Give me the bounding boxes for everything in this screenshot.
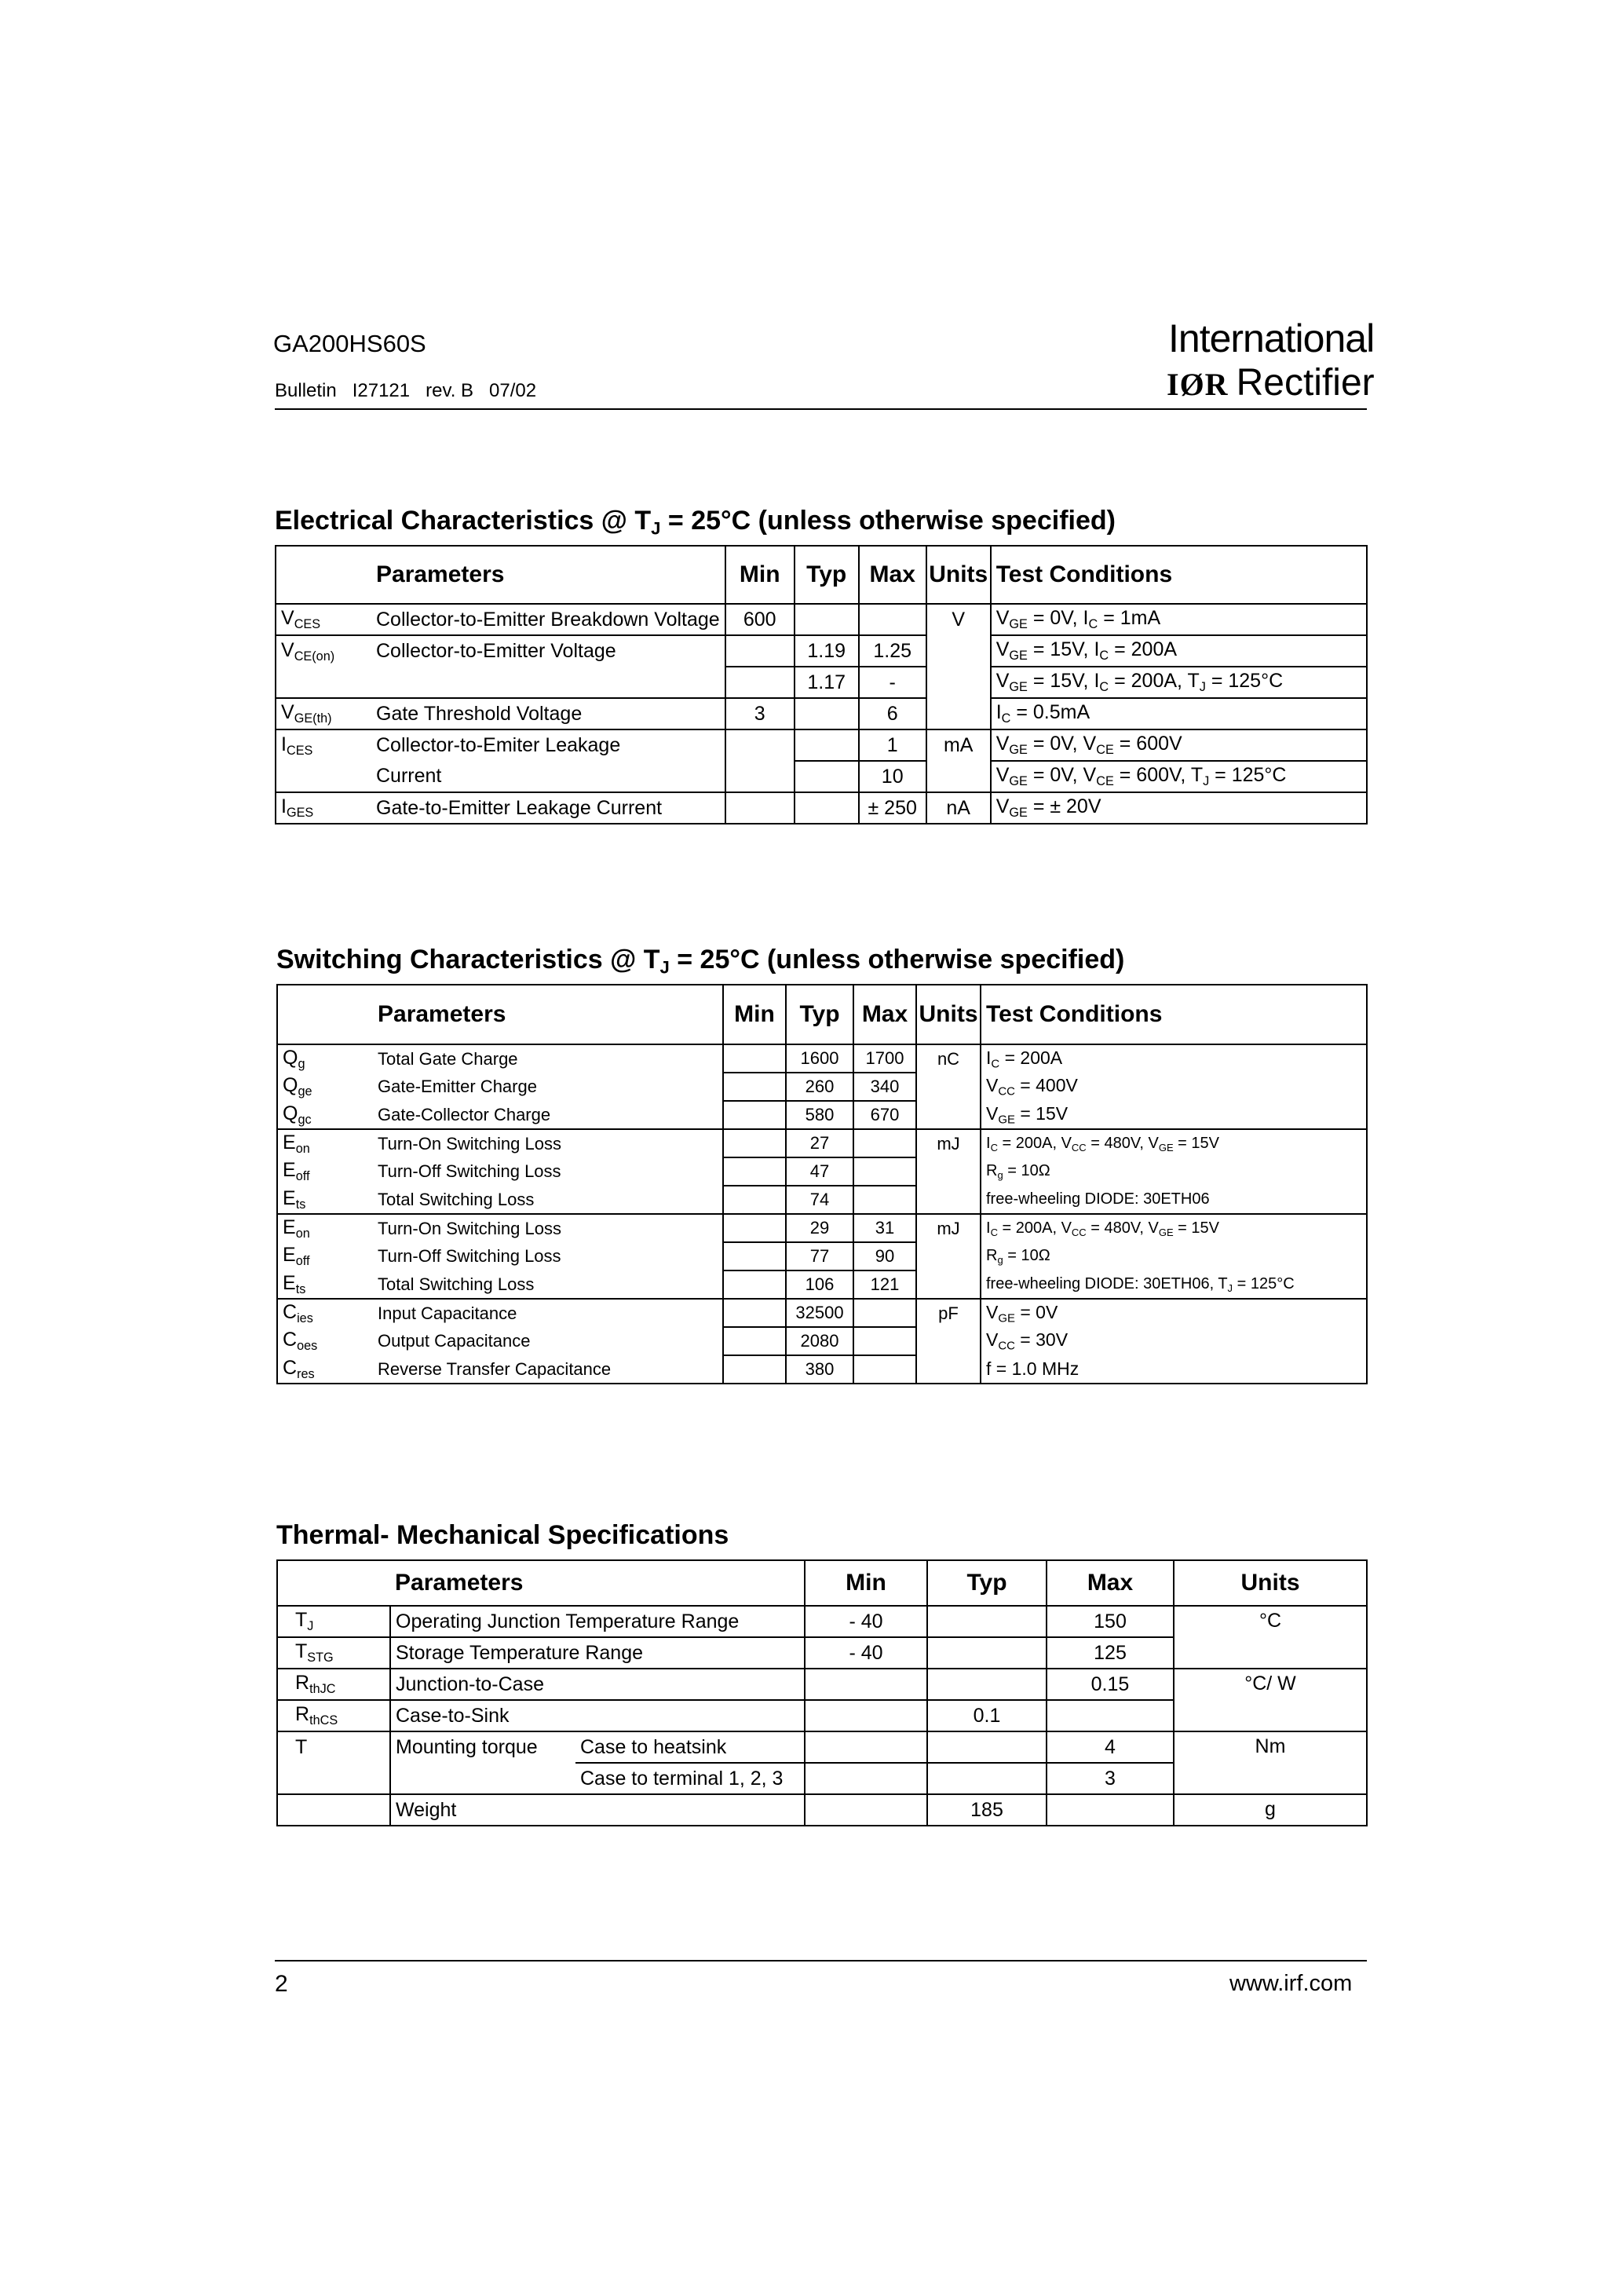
units-value [916,1101,981,1129]
thermal-row [277,1794,1367,1826]
min-value: - 40 [805,1606,927,1637]
param-name: Weight [390,1794,805,1826]
min-value [723,1186,786,1214]
param-symbol: $V_{CE(on)}$ [276,635,371,667]
thermal-row [277,1669,1367,1700]
max-value: - [859,667,926,698]
units-value [916,1073,981,1101]
test-condition: $R_g = 10\Omega$ [981,1157,1367,1186]
min-value [723,1044,786,1073]
units-value: mJ [916,1214,981,1242]
electrical-title [275,506,1116,539]
units-value: °C/ W [1174,1669,1367,1700]
electrical-row [276,635,1367,667]
typ-value: 380 [786,1355,853,1384]
typ-value [927,1669,1047,1700]
typ-value [795,792,859,824]
typ-value [795,604,859,635]
min-value [805,1731,927,1763]
max-value: ± 250 [859,792,926,824]
max-value [853,1157,916,1186]
param-symbol: $I_{CES}$ [276,729,371,761]
switching-row [277,1355,1367,1384]
typ-value [795,729,859,761]
param-symbol: $E_{off}$ [277,1157,373,1186]
max-value: 125 [1047,1637,1174,1669]
units-value [926,761,991,792]
min-value [723,1355,786,1384]
units-value [916,1355,981,1384]
typ-value [795,761,859,792]
max-value: 670 [853,1101,916,1129]
electrical-title-pre: Electrical Characteristics @ T [275,506,652,536]
typ-value [795,698,859,729]
test-condition: $V_{GE}$ = ± 20V [991,792,1367,824]
switching-row [277,1270,1367,1299]
param-symbol: $E_{on}$ [277,1214,373,1242]
param-symbol [277,1794,390,1826]
param-name: Junction-to-Case [390,1669,805,1700]
units-value [1174,1637,1367,1669]
min-value: - 40 [805,1637,927,1669]
thermal-title: Thermal- Mechanical Specifications [276,1520,729,1550]
max-value: 31 [853,1214,916,1242]
units-value [926,667,991,698]
logo-rectifier [1167,361,1375,404]
min-value [723,1073,786,1101]
param-symbol: $I_{GES}$ [276,792,371,824]
typ-value: 47 [786,1157,853,1186]
switching-row [277,1214,1367,1242]
min-value [725,729,795,761]
param-symbol: $E_{ts}$ [277,1186,373,1214]
ior-logo-mark: IØR [1167,367,1229,402]
elec-h-param: Parameters [371,546,725,604]
typ-value: 106 [786,1270,853,1299]
param-symbol: $R_{thCS}$ [277,1700,390,1731]
typ-value [927,1731,1047,1763]
min-value [805,1700,927,1731]
param-symbol: $T_{STG}$ [277,1637,390,1669]
param-subname: Case to heatsink [575,1731,805,1763]
max-value [859,604,926,635]
param-symbol [276,761,371,792]
units-value: nC [916,1044,981,1073]
param-name: Collector-to-Emitter Breakdown Voltage [371,604,725,635]
param-name [390,1763,575,1794]
param-name: Current [371,761,725,792]
min-value [805,1794,927,1826]
param-symbol: $C_{oes}$ [277,1327,373,1355]
typ-value: 0.1 [927,1700,1047,1731]
min-value [725,792,795,824]
param-symbol: $E_{ts}$ [277,1270,373,1299]
th-h-min: Min [805,1560,927,1606]
param-name: Operating Junction Temperature Range [390,1606,805,1637]
electrical-row [276,604,1367,635]
part-number: GA200HS60S [273,330,426,357]
units-value [1174,1700,1367,1731]
test-condition: f = 1.0 MHz [981,1355,1367,1384]
thermal-row [277,1763,1367,1794]
typ-value: 185 [927,1794,1047,1826]
param-symbol: $C_{ies}$ [277,1299,373,1327]
sw-h-max: Max [853,985,916,1044]
switching-title-pre: Switching Characteristics @ T [276,945,660,974]
switching-title-post: = 25°C (unless otherwise specified) [669,945,1125,974]
logo-international: International [1168,316,1375,360]
param-name: Reverse Transfer Capacitance [373,1355,723,1384]
electrical-title-sub: J [651,518,661,539]
footer-url: www.irf.com [1229,1971,1353,1996]
sw-h-param: Parameters [373,985,723,1044]
param-name: Total Gate Charge [373,1044,723,1073]
min-value [805,1763,927,1794]
test-condition: $V_{GE} = 0V$ [981,1299,1367,1327]
param-name: Collector-to-Emiter Leakage [371,729,725,761]
param-symbol: $E_{off}$ [277,1242,373,1270]
typ-value [927,1637,1047,1669]
param-symbol: $Q_{gc}$ [277,1101,373,1129]
typ-value: 580 [786,1101,853,1129]
th-h-param: Parameters [390,1560,805,1606]
electrical-title-post: = 25°C (unless otherwise specified) [660,506,1116,536]
max-value [1047,1794,1174,1826]
max-value [853,1299,916,1327]
page-number: 2 [275,1971,288,1997]
footer-rule [275,1960,1367,1961]
param-symbol [276,667,371,698]
typ-value: 260 [786,1073,853,1101]
max-value: 1 [859,729,926,761]
typ-value: 1.19 [795,635,859,667]
switching-header-row [277,985,1367,1044]
switching-row [277,1129,1367,1157]
switching-row [277,1101,1367,1129]
th-h-typ: Typ [927,1560,1047,1606]
sw-h-typ: Typ [786,985,853,1044]
param-name [371,667,725,698]
param-name: Turn-On Switching Loss [373,1129,723,1157]
param-symbol: $V_{GE(th)}$ [276,698,371,729]
units-value: V [926,604,991,635]
electrical-table [275,545,1368,824]
electrical-header-row [276,546,1367,604]
param-name: Input Capacitance [373,1299,723,1327]
typ-value: 1.17 [795,667,859,698]
sw-h-units: Units [916,985,981,1044]
typ-value: 29 [786,1214,853,1242]
test-condition: $I_C = 200A$, $V_{CC} = 480V$, $V_{GE} = 15V$ [981,1129,1367,1157]
thermal-row [277,1700,1367,1731]
elec-h-sym [276,546,371,604]
min-value [723,1270,786,1299]
typ-value: 32500 [786,1299,853,1327]
test-condition: $V_{CC} = 30V$ [981,1327,1367,1355]
switching-table [276,984,1368,1384]
elec-h-cond: Test Conditions [991,546,1367,604]
max-value: 340 [853,1073,916,1101]
elec-h-max: Max [859,546,926,604]
units-value: mJ [916,1129,981,1157]
switching-row [277,1186,1367,1214]
test-condition: $V_{GE} = 0V$, $V_{CE} = 600V$, $T_J = 125^\circ C$ [991,761,1367,792]
thermal-row [277,1731,1367,1763]
max-value [1047,1700,1174,1731]
min-value [723,1299,786,1327]
switching-row [277,1044,1367,1073]
units-value: mA [926,729,991,761]
param-name: Turn-Off Switching Loss [373,1157,723,1186]
param-name: Gate-Collector Charge [373,1101,723,1129]
min-value [723,1101,786,1129]
test-condition: $I_C = 200A$, $V_{CC} = 480V$, $V_{GE} = 15V$ [981,1214,1367,1242]
param-name: Turn-Off Switching Loss [373,1242,723,1270]
test-condition: $I_C = 200A$ [981,1044,1367,1073]
electrical-row [276,667,1367,698]
param-symbol: $Q_{ge}$ [277,1073,373,1101]
units-value [916,1270,981,1299]
typ-value [927,1763,1047,1794]
max-value [853,1129,916,1157]
param-name: Collector-to-Emitter Voltage [371,635,725,667]
min-value [723,1327,786,1355]
param-name: Case-to-Sink [390,1700,805,1731]
thermal-row [277,1637,1367,1669]
min-value [725,635,795,667]
units-value: °C [1174,1606,1367,1637]
typ-value: 2080 [786,1327,853,1355]
param-symbol: $Q_g$ [277,1044,373,1073]
param-symbol: $C_{res}$ [277,1355,373,1384]
test-condition: $V_{GE} = 0V$, $I_C = 1mA$ [991,604,1367,635]
min-value [725,761,795,792]
th-h-units: Units [1174,1560,1367,1606]
th-h-sym [277,1560,390,1606]
units-value [1174,1763,1367,1794]
typ-value: 1600 [786,1044,853,1073]
param-subname: Case to terminal 1, 2, 3 [575,1763,805,1794]
max-value: 3 [1047,1763,1174,1794]
max-value: 121 [853,1270,916,1299]
max-value: 10 [859,761,926,792]
switching-row [277,1242,1367,1270]
test-condition: $I_C = 0.5mA$ [991,698,1367,729]
max-value [853,1355,916,1384]
min-value: 3 [725,698,795,729]
max-value: 1700 [853,1044,916,1073]
typ-value: 77 [786,1242,853,1270]
units-value: nA [926,792,991,824]
param-symbol: $R_{thJC}$ [277,1669,390,1700]
elec-h-units: Units [926,546,991,604]
typ-value: 27 [786,1129,853,1157]
th-h-max: Max [1047,1560,1174,1606]
units-value [926,698,991,729]
bulletin-line: Bulletin I27121 rev. B 07/02 [275,380,537,401]
max-value: 6 [859,698,926,729]
param-name: Gate-Emitter Charge [373,1073,723,1101]
min-value [723,1214,786,1242]
thermal-header-row [277,1560,1367,1606]
param-name: Total Switching Loss [373,1186,723,1214]
max-value [853,1327,916,1355]
thermal-table [276,1559,1368,1826]
switching-row [277,1299,1367,1327]
typ-value [927,1606,1047,1637]
sw-h-sym [277,985,373,1044]
param-name: Total Switching Loss [373,1270,723,1299]
max-value: 4 [1047,1731,1174,1763]
param-name: Gate Threshold Voltage [371,698,725,729]
units-value [916,1242,981,1270]
param-symbol: $T_J$ [277,1606,390,1637]
test-condition: free-wheeling DIODE: 30ETH06 [981,1186,1367,1214]
test-condition: $V_{CC} = 400V$ [981,1073,1367,1101]
units-value: Nm [1174,1731,1367,1763]
max-value: 0.15 [1047,1669,1174,1700]
min-value [723,1157,786,1186]
param-name: Output Capacitance [373,1327,723,1355]
units-value: pF [916,1299,981,1327]
test-condition: $V_{GE} = 15V$, $I_C = 200A$ [991,635,1367,667]
units-value [916,1186,981,1214]
sw-h-cond: Test Conditions [981,985,1367,1044]
switching-title-sub: J [659,957,670,978]
electrical-row [276,761,1367,792]
typ-value: 74 [786,1186,853,1214]
param-symbol: $V_{CES}$ [276,604,371,635]
test-condition: free-wheeling DIODE: 30ETH06, $T_J = 125^\circ C$ [981,1270,1367,1299]
param-symbol: $E_{on}$ [277,1129,373,1157]
electrical-row [276,698,1367,729]
min-value [723,1242,786,1270]
test-condition: $R_g = 10\Omega$ [981,1242,1367,1270]
electrical-row [276,729,1367,761]
param-symbol: T [277,1731,390,1763]
units-value [926,635,991,667]
min-value [725,667,795,698]
min-value [723,1129,786,1157]
test-condition: $V_{GE} = 0V$, $V_{CE} = 600V$ [991,729,1367,761]
param-name: Turn-On Switching Loss [373,1214,723,1242]
switching-row [277,1157,1367,1186]
test-condition: $V_{GE} = 15V$, $I_C = 200A$, $T_J = 125^\circ C$ [991,667,1367,698]
elec-h-min: Min [725,546,795,604]
min-value: 600 [725,604,795,635]
param-symbol [277,1763,390,1794]
logo-rectifier-text: Rectifier [1236,362,1375,404]
units-value [916,1157,981,1186]
switching-row [277,1073,1367,1101]
param-name: Mounting torque [390,1731,575,1763]
header-rule [275,408,1367,410]
max-value: 1.25 [859,635,926,667]
max-value: 90 [853,1242,916,1270]
min-value [805,1669,927,1700]
thermal-row [277,1606,1367,1637]
test-condition: $V_{GE} = 15V$ [981,1101,1367,1129]
param-name: Storage Temperature Range [390,1637,805,1669]
switching-title [276,945,1124,978]
electrical-row [276,792,1367,824]
units-value: g [1174,1794,1367,1826]
switching-row [277,1327,1367,1355]
max-value: 150 [1047,1606,1174,1637]
sw-h-min: Min [723,985,786,1044]
units-value [916,1327,981,1355]
max-value [853,1186,916,1214]
param-name: Gate-to-Emitter Leakage Current [371,792,725,824]
elec-h-typ: Typ [795,546,859,604]
